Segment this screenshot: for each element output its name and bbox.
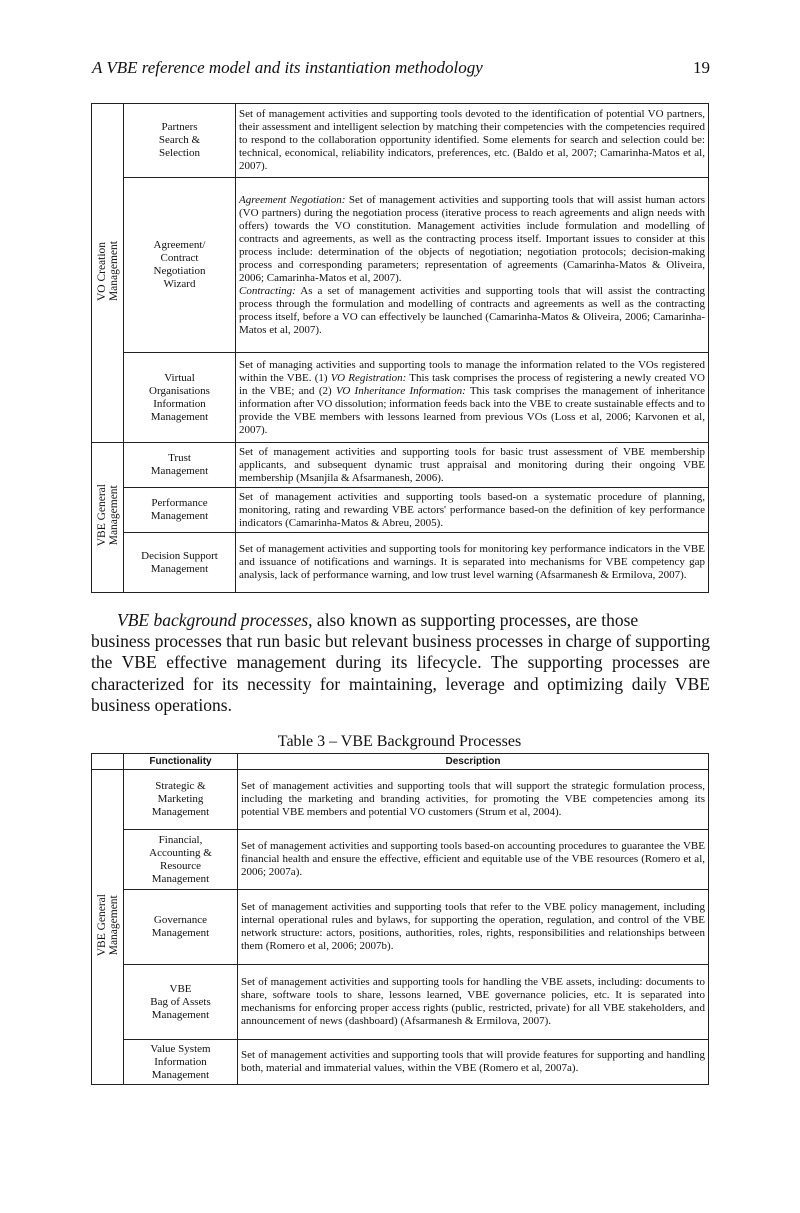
description-cell xyxy=(238,965,709,1040)
functionality-cell xyxy=(124,533,236,593)
functionality-name: Partners Search & Selection xyxy=(158,121,201,159)
page-number: 19 xyxy=(693,58,710,77)
description-cell xyxy=(236,178,709,353)
vbe-management-processes-table xyxy=(91,103,709,593)
description-text: Set of management activities and supporting tools that refer to the VBE policy management, including internal operational rules and bylaws, for supporting the operation, regulation, and control of the VBE network structure: actors, positions, authorities, roles, rights, responsibilities and relationships between them (Romero et al, 2006; 2007b). xyxy=(241,901,705,952)
description-text: Set of management activities and supporting tools for handling the VBE assets, including: documents to share, software tools to share, lessons learned, VBE governance policies, etc. It is separated into mechanisms for enforcing proper access rights (public, restricted, private) for all VBE stakeholders, and announcement of news (dashboard) (Afsarmanesh & Ermilova, 2007). xyxy=(241,976,705,1027)
functionality-cell xyxy=(124,965,238,1040)
functionality-name: Financial, Accounting & Resource Management xyxy=(149,833,212,885)
description-cell xyxy=(236,443,709,488)
vbe-background-processes-table xyxy=(91,753,709,1085)
table-row xyxy=(92,488,709,533)
functionality-cell xyxy=(124,104,236,178)
functionality-cell xyxy=(124,770,238,830)
description-text: Set of management activities and supporting tools based-on a systematic procedure of planning, monitoring, rating and rewarding VBE actors' performance based-on the definition of key performance indicators (Camarinha-Matos & Abreu, 2005). xyxy=(239,490,705,529)
running-title: A VBE reference model and its instantiation methodology xyxy=(92,58,483,77)
functionality-name: Agreement/ Contract Negotiation Wizard xyxy=(153,239,206,290)
term-contracting: Contracting: xyxy=(239,284,296,297)
table-row xyxy=(92,178,709,353)
term-agreement-negotiation: Agreement Negotiation: xyxy=(239,193,346,206)
table-caption: Table 3 – VBE Background Processes xyxy=(277,733,522,750)
functionality-cell xyxy=(124,488,236,533)
table-row xyxy=(92,104,709,178)
functionality-name: VBE Bag of Assets Management xyxy=(150,982,211,1021)
table-row xyxy=(92,830,709,890)
functionality-name: Decision Support Management xyxy=(141,549,218,575)
description-text: As a set of management activities and supporting tools that will assist the contracting process through the formulation and modelling of contracts and agreements as well as the contracting process itself, before a VO can effectively be launched (Camarinha-Matos & Oliveira, 2006; Camarinha-Matos et al, 2007). xyxy=(239,284,705,336)
functionality-cell xyxy=(124,178,236,353)
column-header-functionality: Functionality xyxy=(124,754,238,770)
term-vo-registration: VO Registration: xyxy=(330,371,407,384)
description-text: This task comprises the process of registering a newly created VO in the VBE; and (2) xyxy=(239,371,705,397)
description-cell xyxy=(238,770,709,830)
header-group-cell xyxy=(92,754,124,770)
group-cell-vbe-general xyxy=(92,443,124,593)
table-row xyxy=(92,443,709,488)
column-header-description: Description xyxy=(238,754,709,770)
table-row xyxy=(92,533,709,593)
body-paragraph xyxy=(91,631,710,716)
functionality-cell xyxy=(124,353,236,443)
functionality-cell xyxy=(124,890,238,965)
table-row xyxy=(92,890,709,965)
table-header-row xyxy=(92,754,709,770)
description-cell xyxy=(238,830,709,890)
group-label: VBE General Management xyxy=(95,484,120,547)
group-cell-vbe-general xyxy=(92,770,124,1085)
functionality-cell xyxy=(124,443,236,488)
body-paragraph-first-line xyxy=(117,610,710,631)
description-text: Set of management activities and supporting tools devoted to the identification of potential VO partners, their assessment and intelligent selection by matching their competencies with the competencies required to respond to the collaboration opportunity identified. Some elements for search and selection could be: technical, economical, reliability indicators, preferences, etc. (Baldo et al, 2007; Camarinha-Matos et al, 2007). xyxy=(239,108,705,172)
functionality-name: Performance Management xyxy=(150,497,209,522)
paragraph-text: also known as supporting processes, are those xyxy=(312,610,639,630)
group-cell-vo-creation xyxy=(92,104,124,443)
functionality-name: Virtual Organisations Information Management xyxy=(149,371,210,423)
functionality-name: Governance Management xyxy=(151,914,210,939)
functionality-cell xyxy=(124,830,238,890)
table-row xyxy=(92,353,709,443)
description-cell xyxy=(236,104,709,178)
functionality-name: Strategic & Marketing Management xyxy=(151,780,210,818)
table-row xyxy=(92,965,709,1040)
description-text: Set of management activities and supporting tools based-on accounting procedures to guarantee the VBE financial health and ensure the effective, efficient and equitable use of the VBE resources (Romero et al, 2006; 2007a). xyxy=(241,840,705,878)
table-row xyxy=(92,770,709,830)
paragraph-text: business processes that run basic but relevant business processes in charge of supporting the VBE effective management during its lifecycle. The supporting processes are characterized for its necessity for maintaining, leverage and optimizing daily VBE business operations. xyxy=(91,631,710,715)
page-header xyxy=(92,58,710,82)
description-cell xyxy=(238,890,709,965)
functionality-name: Trust Management xyxy=(150,452,209,477)
functionality-cell xyxy=(124,1040,238,1085)
group-label: VBE General Management xyxy=(95,893,120,957)
description-text: This task comprises the management of inheritance information after VO dissolution; information feeds back into the VBE to create sustainable effects and to provide the VBE members with lessons learned from previous VOs (Loss et al, 2006; Karvonen et al, 2007). xyxy=(239,384,706,436)
description-text: Set of management activities and supporting tools that will support the strategic formulation process, including the marketing and branding activities, for promoting the VBE competencies among its potential VBE members and potential VO customers (Strum et al, 2004). xyxy=(241,780,705,818)
description-text: Set of management activities and supporting tools that will provide features for supporting and handling both, material and immaterial values, within the VBE (Romero et al, 2007a). xyxy=(241,1049,705,1074)
table-row xyxy=(92,1040,709,1085)
paragraph-lead-term: VBE background processes, xyxy=(117,610,313,630)
description-cell xyxy=(236,353,709,443)
description-cell xyxy=(236,533,709,593)
term-vo-inheritance: VO Inheritance Information: xyxy=(335,384,466,397)
description-cell xyxy=(238,1040,709,1085)
description-text: Set of management activities and supporting tools for monitoring key performance indicators in the VBE and issuance of notifications and warnings. It is separated into mechanisms for VBE competency gap analysis, lack of performance warning, and low trust level warning (Afsarmanesh & Ermilova, 2007). xyxy=(239,543,705,581)
group-label: VO Creation Management xyxy=(95,240,120,302)
functionality-name: Value System Information Management xyxy=(150,1042,211,1081)
description-cell xyxy=(236,488,709,533)
description-text: Set of managing activities and supporting tools to manage the information related to the VOs registered within the VBE. (1) xyxy=(239,358,705,384)
description-text: Set of management activities and supporting tools that will assist human actors (VO partners) during the negotiation process (iterative process to reach agreements and align needs with offers) towards the VO constitution. Management activities include formulation and modelling of contracts and agreements, as well as the contracting process itself. Important issues to consider at this process include: determination of the objects of negotiation; negotiation protocols; decision-making process and corresponding parameters; representation of agreements (Camarinha-Matos & Oliveira, 2006; Camarinha-Matos et al, 2007). xyxy=(239,193,705,284)
description-text: Set of management activities and supporting tools for basic trust assessment of VBE membership applicants, and subsequent dynamic trust appraisal and monitoring during their ongoing VBE membership (Msanjila & Afsarmanesh, 2006). xyxy=(239,445,705,484)
